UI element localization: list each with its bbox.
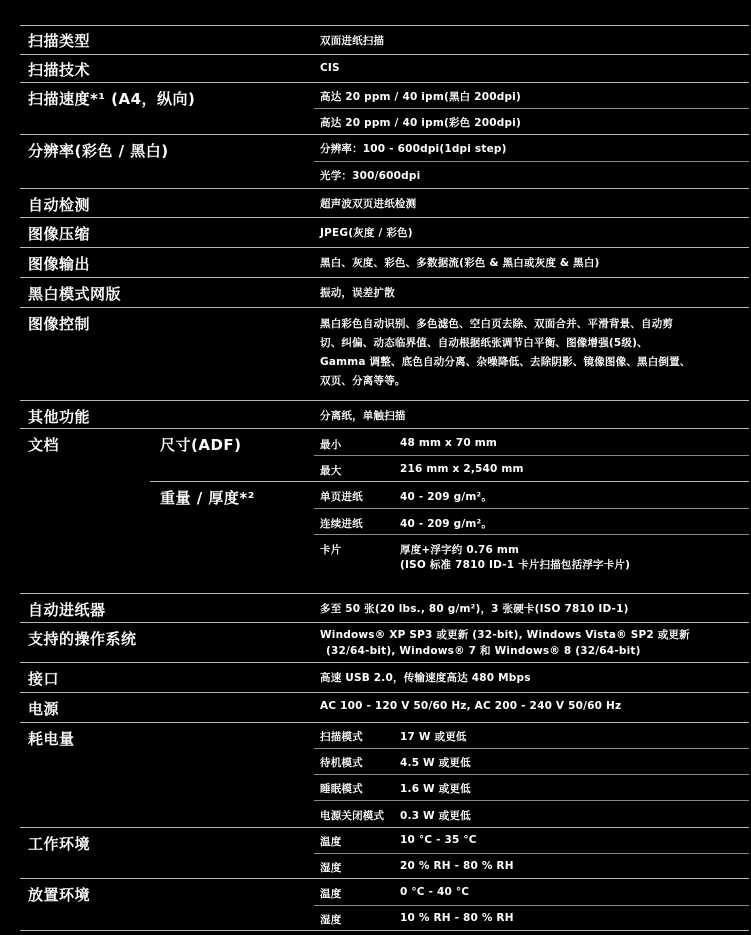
row-divider [20,54,749,55]
row-divider [20,247,749,248]
power-off-label: 电源关闭模式 [320,810,385,822]
operating-temp-value: 10 °C - 35 °C [400,834,477,846]
label-halftone: 黑白模式网版 [28,285,122,303]
power-scan-label: 扫描模式 [320,731,363,743]
power-sleep-label: 睡眠模式 [320,783,363,795]
row-divider [20,188,749,189]
value-scan-type: 双面进纸扫描 [320,35,385,47]
label-power: 电源 [28,700,60,718]
label-storage: 放置环境 [28,886,91,904]
storage-temp-label: 温度 [320,888,342,900]
value-scan-speed-bw: 高达 20 ppm / 40 ipm(黑白 200dpi) [320,91,521,103]
row-divider [20,82,749,83]
label-scan-tech: 扫描技术 [28,61,91,79]
doc-min-label: 最小 [320,439,342,451]
value-optical: 光学：300/600dpi [320,170,421,182]
row-divider [20,134,749,135]
doc-min-value: 48 mm x 70 mm [400,437,497,449]
label-output: 图像输出 [28,255,91,273]
doc-continuous-value: 40 - 209 g/m²。 [400,518,493,530]
label-os: 支持的操作系统 [28,630,137,648]
sub-divider [314,853,749,854]
row-divider [20,428,749,429]
power-standby-label: 待机模式 [320,757,363,769]
sub-divider [314,905,749,906]
doc-max-value: 216 mm x 2,540 mm [400,463,524,475]
value-other: 分离纸，单触扫描 [320,410,406,422]
label-scan-speed: 扫描速度*¹ (A4，纵向) [28,90,196,108]
row-divider [20,25,749,26]
doc-continuous-label: 连续进纸 [320,518,363,530]
storage-temp-value: 0 °C - 40 °C [400,886,470,898]
label-other: 其他功能 [28,408,91,426]
power-sleep-value: 1.6 W 或更低 [400,783,471,795]
value-image-control-line: Gamma 调整、底色自动分离、杂噪降低、去除阴影、镜像图像、黑白倒置、 [320,356,691,368]
value-auto-detect: 超声波双页进纸检测 [320,198,417,210]
doc-card-value: 厚度+浮字约 0.76 mm [400,544,520,556]
row-divider [20,277,749,278]
row-divider [20,593,749,594]
sub-divider [314,534,749,535]
sub-divider [150,481,749,482]
row-divider [20,878,749,879]
row-divider [20,722,749,723]
sub-divider [314,748,749,749]
sub-divider [314,508,749,509]
row-divider [20,622,749,623]
value-image-control-line: 黑白彩色自动识别、多色滤色、空白页去除、双面合并、平滑背景、自动剪 [320,318,674,330]
doc-single-label: 单页进纸 [320,491,363,503]
value-power: AC 100 - 120 V 50/60 Hz, AC 200 - 240 V 50/60 Hz [320,700,622,712]
label-auto-detect: 自动检测 [28,196,91,214]
sub-divider [314,800,749,801]
row-divider [20,217,749,218]
label-interface: 接口 [28,670,60,688]
value-scan-tech: CIS [320,62,340,74]
value-compression: JPEG(灰度 / 彩色) [320,227,413,239]
label-image-control: 图像控制 [28,315,91,333]
value-halftone: 振动，误差扩散 [320,287,395,299]
value-resolution: 分辨率：100 - 600dpi(1dpi step) [320,143,507,155]
value-scan-speed-color: 高达 20 ppm / 40 ipm(彩色 200dpi) [320,117,521,129]
row-divider [20,307,749,308]
value-os-line: (32/64-bit), Windows® 7 和 Windows® 8 (32/64-bit) [326,645,641,657]
label-consumption: 耗电量 [28,730,75,748]
power-standby-value: 4.5 W 或更低 [400,757,471,769]
label-resolution: 分辨率(彩色 / 黑白) [28,142,169,160]
value-interface: 高速 USB 2.0，传输速度高达 480 Mbps [320,672,531,684]
row-divider [20,662,749,663]
operating-hum-value: 20 % RH - 80 % RH [400,860,514,872]
operating-temp-label: 温度 [320,836,342,848]
row-divider [20,827,749,828]
doc-card-note: (ISO 标准 7810 ID-1 卡片扫描包括浮字卡片) [400,559,631,571]
label-scan-type: 扫描类型 [28,32,91,50]
value-image-control-line: 双页、分离等等。 [320,375,406,387]
label-doc-size: 尺寸(ADF) [160,436,242,454]
label-doc-weight: 重量 / 厚度*² [160,489,255,507]
value-image-control-line: 切、纠偏、动态临界值、自动根据纸张调节白平衡、图像增强(5级)、 [320,337,648,349]
doc-single-value: 40 - 209 g/m²。 [400,491,493,503]
label-feeder: 自动进纸器 [28,601,106,619]
label-document: 文档 [28,436,60,454]
doc-card-label: 卡片 [320,544,342,556]
label-operating: 工作环境 [28,835,91,853]
doc-max-label: 最大 [320,465,342,477]
operating-hum-label: 湿度 [320,862,342,874]
label-compression: 图像压缩 [28,225,91,243]
sub-divider [314,108,749,109]
value-output: 黑白、灰度、彩色、多数据流(彩色 & 黑白或灰度 & 黑白) [320,257,600,269]
storage-hum-label: 湿度 [320,914,342,926]
value-feeder: 多至 50 张(20 lbs., 80 g/m²)，3 张硬卡(ISO 7810 ID-1) [320,603,629,615]
sub-divider [314,774,749,775]
power-scan-value: 17 W 或更低 [400,731,467,743]
sub-divider [314,161,749,162]
row-divider [20,930,749,931]
power-off-value: 0.3 W 或更低 [400,810,471,822]
sub-divider [314,455,749,456]
row-divider [20,400,749,401]
row-divider [20,692,749,693]
storage-hum-value: 10 % RH - 80 % RH [400,912,514,924]
value-os-line: Windows® XP SP3 或更新 (32-bit), Windows Vista® SP2 或更新 [320,629,690,641]
